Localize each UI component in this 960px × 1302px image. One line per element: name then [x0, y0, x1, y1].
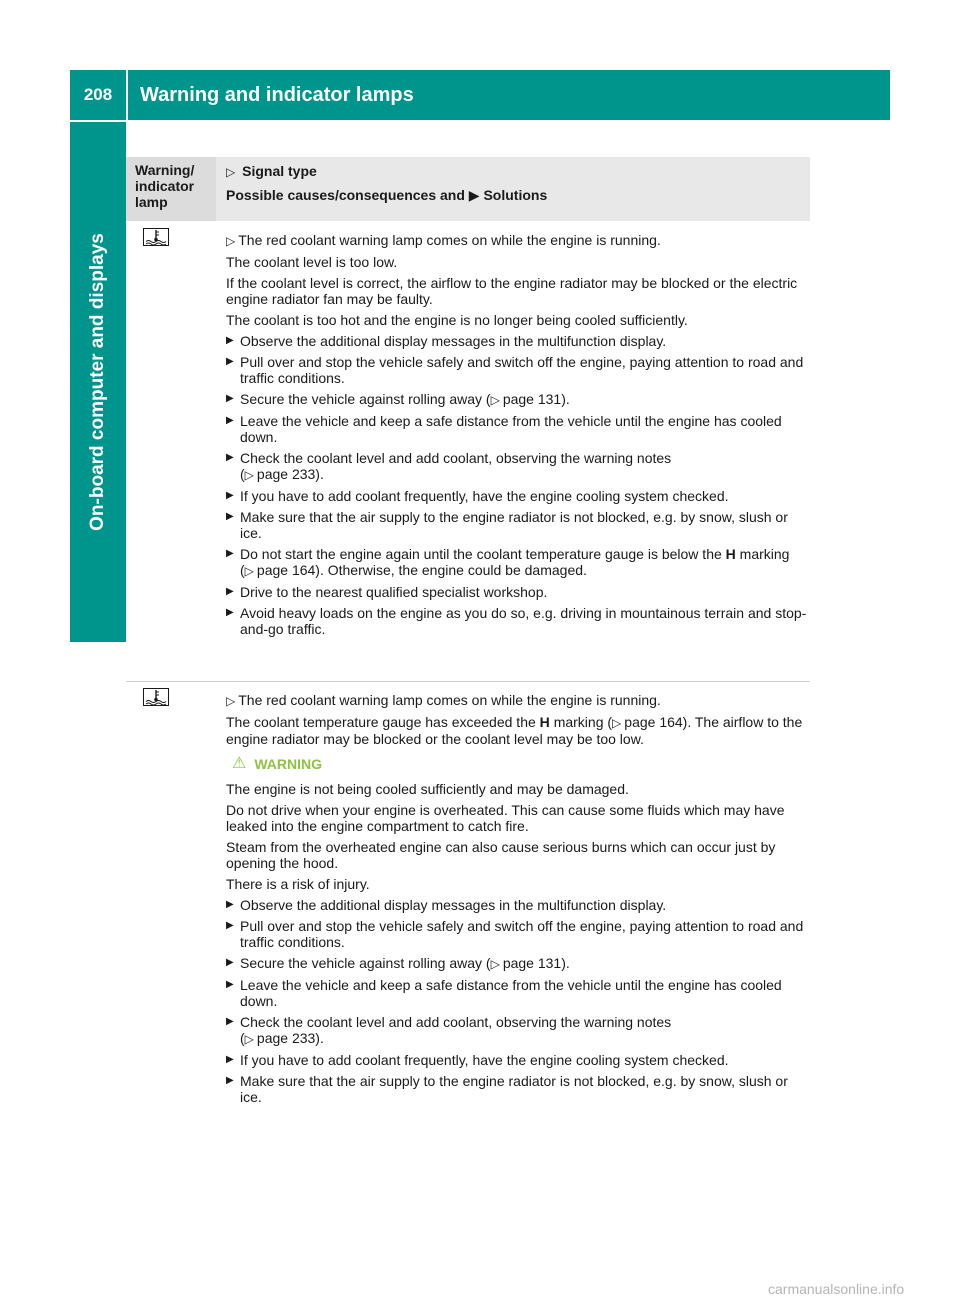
solution-step: ▶ Pull over and stop the vehicle safely and switch off the engine, paying attention to road and traffic conditions. [226, 918, 804, 950]
warning-label: WARNING [254, 756, 323, 772]
arrow-icon: ▶ [226, 899, 234, 910]
solution-step: ▶ If you have to add coolant frequently, have the engine cooling system checked. [226, 1052, 729, 1068]
page-header [70, 70, 890, 120]
page-title: Warning and indicator lamps [140, 83, 414, 106]
page-ref-triangle-icon: ▷ [244, 1032, 254, 1046]
page-reference[interactable]: page 164). The airflow to the engine radiator may be blocked or the coolant level may be too low. [226, 714, 803, 747]
signal-text: ▷ The red coolant warning lamp comes on while the engine is running. [226, 692, 661, 708]
warning-paragraph: There is a risk of injury. [226, 876, 370, 892]
header-description-column [216, 157, 810, 221]
page-ref-triangle-icon: ▷ [244, 564, 254, 578]
arrow-icon: ▶ [226, 1075, 234, 1086]
arrow-icon: ▶ [226, 548, 234, 559]
warning-triangle-icon: ⚠ [232, 755, 247, 772]
header-signal-type: Signal type [242, 163, 317, 179]
warning-heading [232, 756, 810, 772]
warning-paragraph: Do not drive when your engine is overheated. This can cause some fluids which may have leaked into the engine compartment to catch fire. [226, 802, 785, 834]
arrow-icon: ▶ [226, 979, 234, 990]
header-causes: Possible causes/consequences and [226, 187, 465, 203]
cause-paragraph: The coolant level is too low. [226, 254, 398, 270]
page-number: 208 [70, 70, 128, 120]
solution-step: ▶ Avoid heavy loads on the engine as you do so, e.g. driving in mountainous terrain and stop-and-go traffic. [226, 605, 807, 637]
signal-triangle-icon: ▷ [226, 165, 236, 179]
arrow-icon: ▶ [226, 393, 234, 404]
solution-step: ▶ Check the coolant level and add coolant, observing the warning notes (▷ page 233). [226, 1014, 672, 1046]
arrow-icon: ▶ [226, 335, 234, 346]
page-ref-triangle-icon: ▷ [612, 716, 622, 730]
watermark: carmanualsonline.info [768, 1281, 905, 1297]
arrow-icon: ▶ [226, 490, 234, 501]
solution-step: ▶ Do not start the engine again until the coolant temperature gauge is below the H marking (▷ page 164). Otherwise, the engine could be damaged. [226, 546, 790, 578]
solution-step: ▶ Drive to the nearest qualified specialist workshop. [226, 584, 548, 600]
page-reference[interactable]: page 131). [502, 391, 570, 407]
cause-paragraph: The coolant is too hot and the engine is no longer being cooled sufficiently. [226, 312, 688, 328]
header-solutions: Solutions [483, 187, 548, 203]
coolant-temperature-icon [143, 228, 169, 246]
page-ref-triangle-icon: ▷ [244, 468, 254, 482]
page-reference[interactable]: page 131). [502, 955, 570, 971]
chapter-tab [70, 122, 126, 642]
arrow-icon: ▶ [226, 1016, 234, 1027]
description-cell [216, 224, 810, 681]
solution-step: ▶ Secure the vehicle against rolling away (▷ page 131). [226, 955, 570, 971]
warning-paragraph: Steam from the overheated engine can also cause serious burns which can occur just by opening the hood. [226, 839, 776, 871]
arrow-icon: ▶ [226, 452, 234, 463]
solution-step: ▶ Pull over and stop the vehicle safely and switch off the engine, paying attention to road and traffic conditions. [226, 354, 804, 386]
cause-paragraph: The coolant temperature gauge has exceeded the H marking (▷ page 164). The airflow to the engine radiator may be blocked or the coolant level may be too low. [226, 714, 803, 747]
solution-step: ▶ Observe the additional display messages in the multifunction display. [226, 897, 667, 913]
page-reference[interactable]: page 233). [256, 466, 324, 482]
solution-step: ▶ Leave the vehicle and keep a safe distance from the vehicle until the engine has cooled down. [226, 413, 782, 445]
solution-step: ▶ Check the coolant level and add coolant, observing the warning notes (▷ page 233). [226, 450, 672, 482]
arrow-icon: ▶ [226, 957, 234, 968]
chapter-label: On-board computer and displays [87, 233, 108, 531]
lamp-cell [126, 684, 216, 1154]
arrow-icon: ▶ [226, 586, 234, 597]
description-cell [216, 684, 810, 1154]
page-ref-triangle-icon: ▷ [490, 393, 500, 407]
solution-step: ▶ Observe the additional display messages in the multifunction display. [226, 333, 667, 349]
lamp-cell [126, 224, 216, 681]
header-signal-line [226, 163, 810, 180]
warning-paragraph: The engine is not being cooled sufficiently and may be damaged. [226, 781, 629, 797]
arrow-icon: ▶ [226, 415, 234, 426]
header-causes-line [226, 187, 810, 203]
solution-step: ▶ If you have to add coolant frequently, have the engine cooling system checked. [226, 488, 729, 504]
arrow-icon: ▶ [226, 356, 234, 367]
table-row [126, 224, 810, 682]
page-reference[interactable]: page 164). Otherwise, the engine could be damaged. [256, 562, 587, 578]
arrow-icon: ▶ [226, 511, 234, 522]
signal-triangle-icon: ▷ [226, 234, 236, 248]
solution-step: ▶ Make sure that the air supply to the engine radiator is not blocked, e.g. by snow, slush or ice. [226, 1073, 788, 1105]
signal-text: ▷ The red coolant warning lamp comes on while the engine is running. [226, 232, 661, 248]
page-reference[interactable]: page 233). [256, 1030, 324, 1046]
coolant-temperature-icon [143, 688, 169, 706]
arrow-icon: ▶ [226, 607, 234, 618]
cause-paragraph: If the coolant level is correct, the airflow to the engine radiator may be blocked or the electric engine radiator fan may be faulty. [226, 275, 798, 307]
solution-step: ▶ Secure the vehicle against rolling away (▷ page 131). [226, 391, 570, 407]
table-header [126, 157, 810, 221]
arrow-icon: ▶ [468, 187, 480, 203]
arrow-icon: ▶ [226, 1054, 234, 1065]
page-ref-triangle-icon: ▷ [490, 957, 500, 971]
table-row [126, 684, 810, 1154]
arrow-icon: ▶ [226, 920, 234, 931]
signal-triangle-icon: ▷ [226, 694, 236, 708]
solution-step: ▶ Make sure that the air supply to the engine radiator is not blocked, e.g. by snow, slush or ice. [226, 509, 788, 541]
solution-step: ▶ Leave the vehicle and keep a safe distance from the vehicle until the engine has cooled down. [226, 977, 782, 1009]
header-lamp-column: Warning/ indicator lamp [126, 157, 216, 221]
